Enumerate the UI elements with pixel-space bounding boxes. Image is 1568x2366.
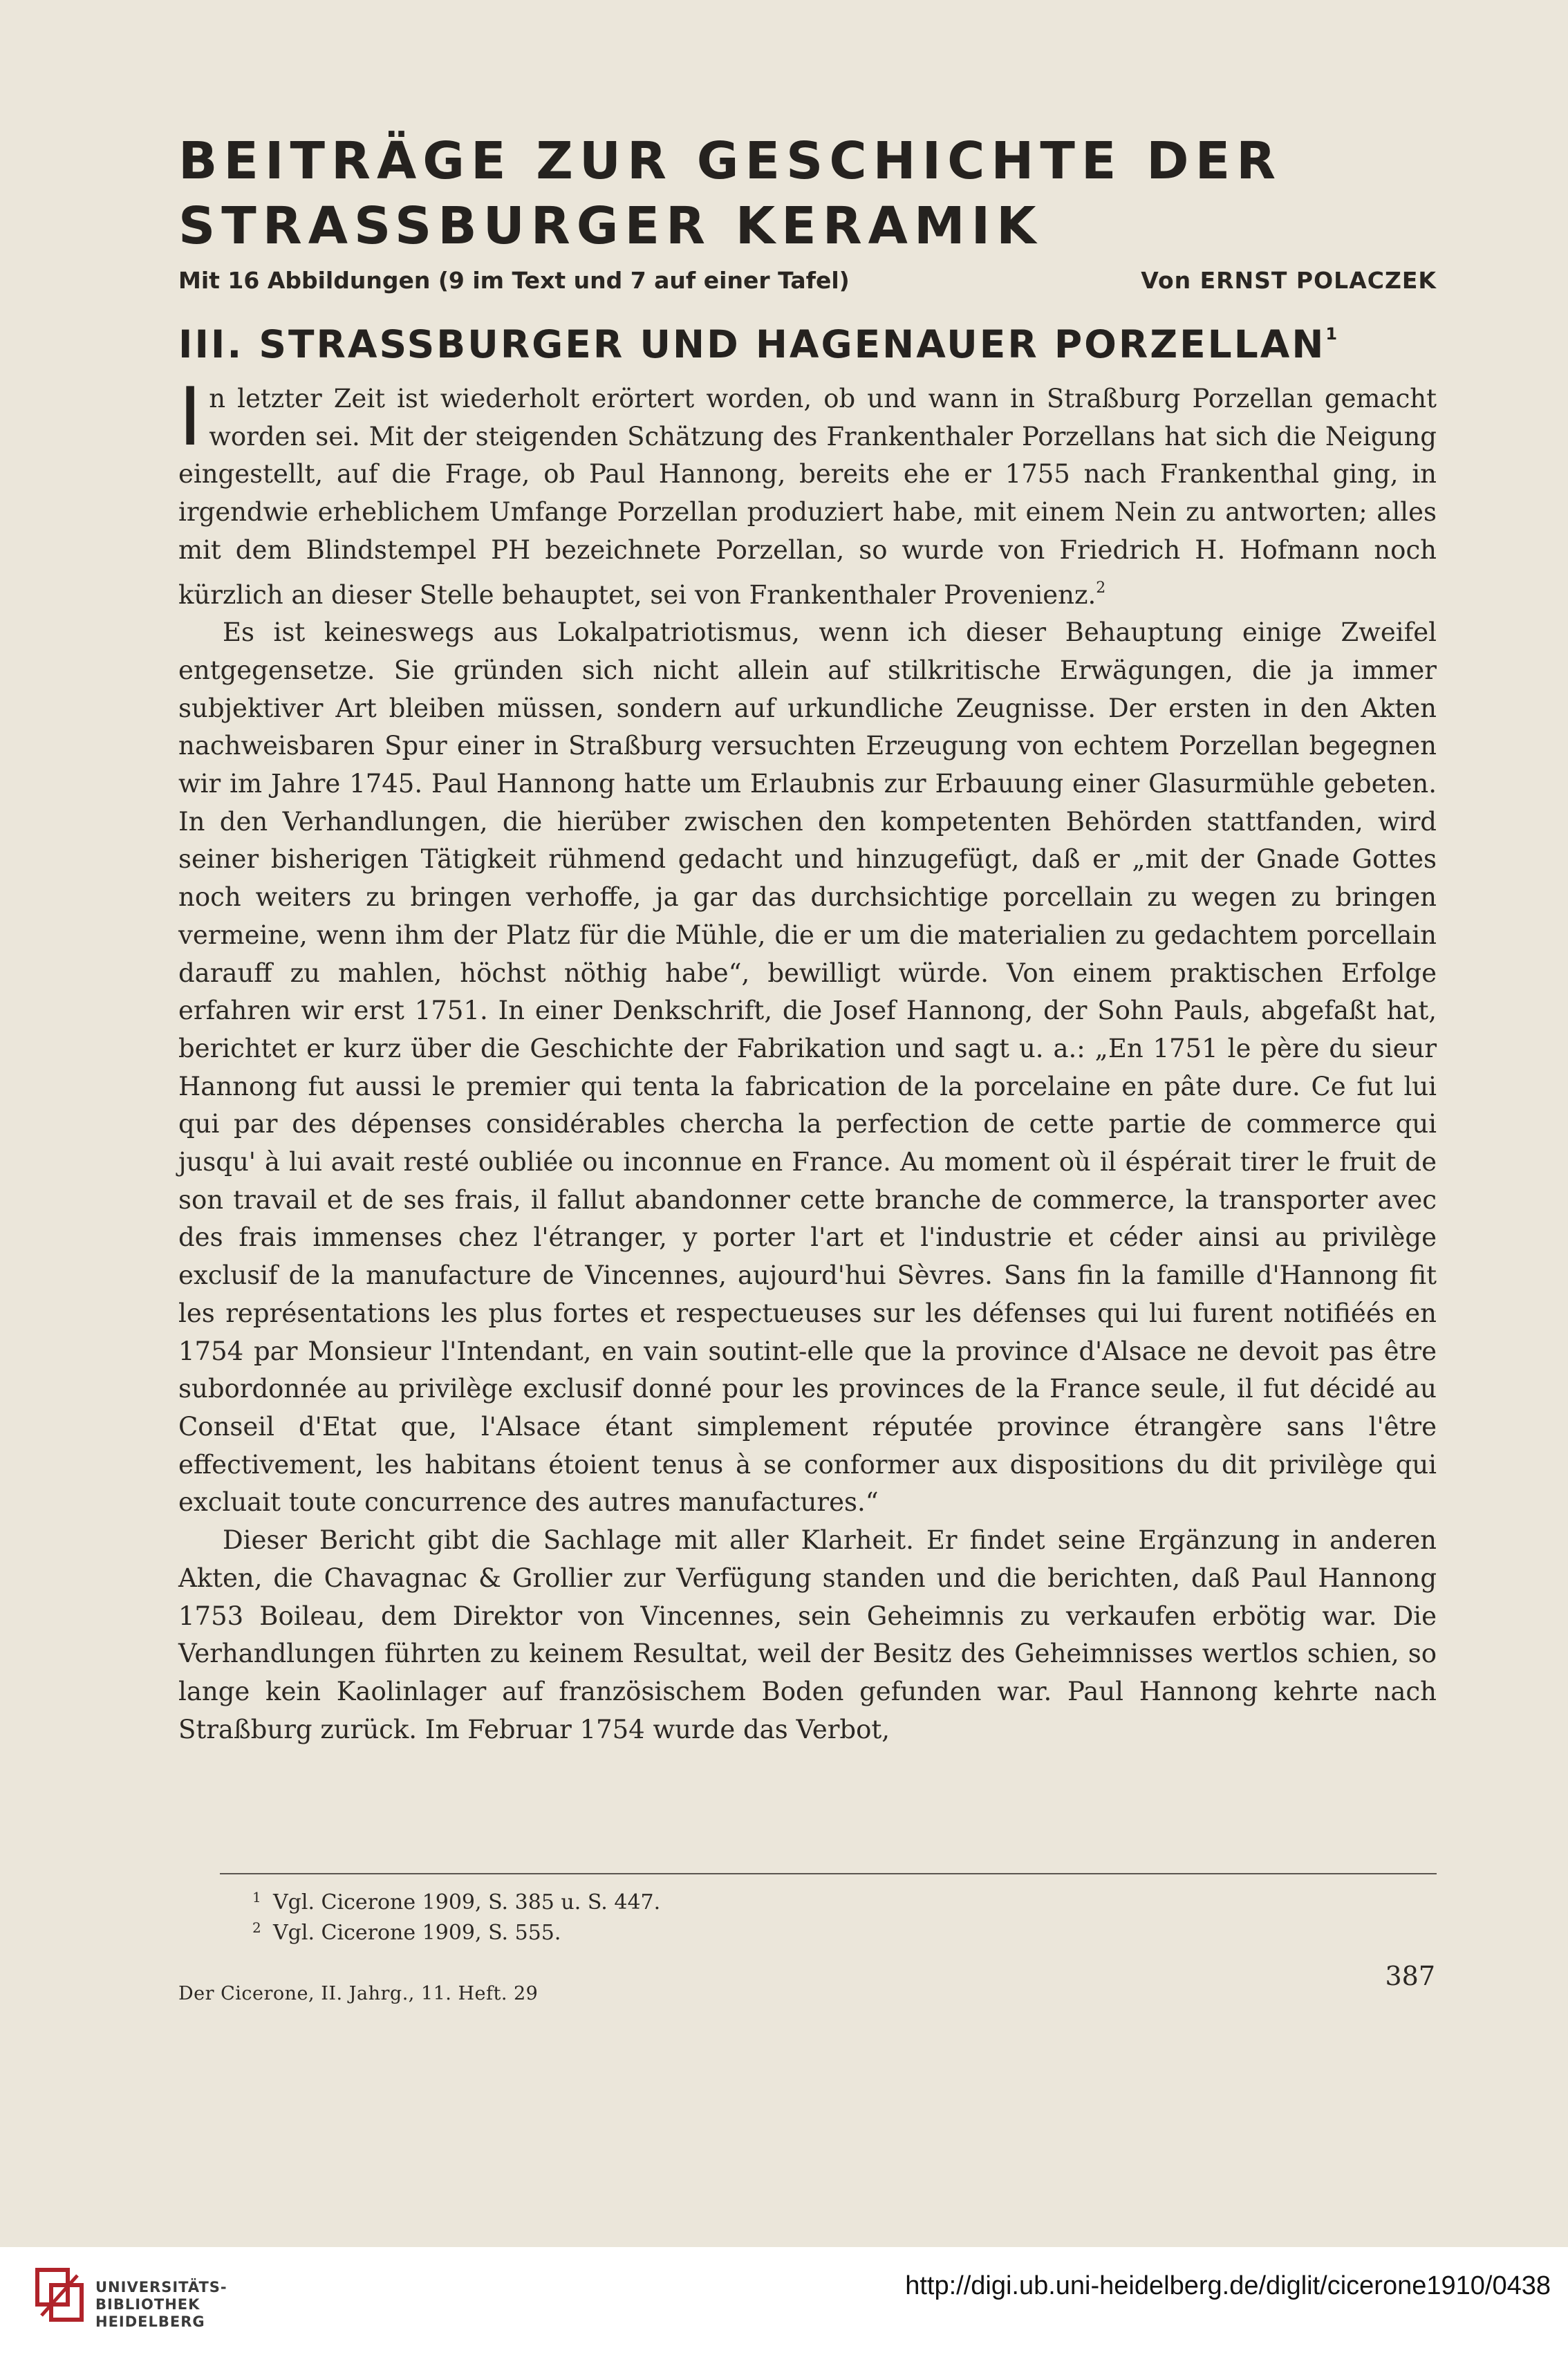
footnote	[252, 1918, 1220, 1948]
title-line-2: STRASSBURGER KERAMIK	[178, 196, 1043, 256]
library-name-line-2: BIBLIOTHEK	[95, 2296, 200, 2313]
paragraph-1	[178, 371, 1437, 614]
article-title	[178, 129, 1437, 259]
subtitle: Mit 16 Abbildungen (9 im Text und 7 auf einer Tafel)	[178, 267, 850, 294]
footnote	[252, 1888, 1220, 1918]
paragraph-3: Dieser Bericht gibt die Sachlage mit aller Klarheit. Er findet seine Ergänzung in anderen Akten, die Chavagnac & Grollier zur Verfügung standen und die berichten, daß Paul Hannong 1753 Boileau, dem Direktor von Vincennes, sein Geheimnis zu verkaufen erbötig war. Die Verhandlungen führten zu keinem Resultat, weil der Besitz des Geheimnisses wertlos schien, so lange kein Kaolinlager auf französischem Boden gefunden war. Paul Hannong kehrte nach Straßburg zurück. Im Februar 1754 wurde das Verbot,	[178, 1525, 1437, 1744]
footnote-number: 1	[252, 1889, 261, 1906]
footnotes	[252, 1888, 1220, 1948]
author: Von ERNST POLACZEK	[1141, 267, 1437, 294]
section-title-text: III. STRASSBURGER UND HAGENAUER PORZELLAN	[178, 322, 1326, 366]
drop-cap: I	[178, 371, 203, 464]
journal-signature: Der Cicerone, II. Jahrg., 11. Heft. 29	[178, 1983, 539, 2004]
paragraph-2: Es ist keineswegs aus Lokalpatriotismus, wenn ich dieser Behauptung einige Zweifel entgegensetze. Sie gründen sich nicht allein auf stilkritische Erwägungen, die ja immer subjektiver Art bleiben müssen, sondern auf urkundliche Zeugnisse. Der ersten in den Akten nachweisbaren Spur einer in Straßburg versuchten Erzeugung von echtem Porzellan begegnen wir im Jahre 1745. Paul Hannong hatte um Erlaubnis zur Erbauung einer Glasurmühle gebeten. In den Verhandlungen, die hierüber zwischen den kompetenten Behörden stattfanden, wird seiner bisherigen Tätigkeit rühmend gedacht und hinzugefügt, daß er „mit der Gnade Gottes noch weiters zu bringen verhoffe, ja gar das durchsichtige porcellain zu wegen zu bringen vermeine, wenn ihm der Platz für die Mühle, die er um die materialien zu gedachtem porcellain darauff zu mahlen, höchst nöthig habe“, bewilligt würde. Von einem praktischen Erfolge erfahren wir erst 1751. In einer Denkschrift, die Josef Hannong, der Sohn Pauls, abgefaßt hat, berichtet er kurz über die Geschichte der Fabrikation und sagt u. a.: „En 1751 le père du sieur Hannong fut aussi le premier qui tenta la fabrication de la porcelaine en pâte dure. Ce fut lui qui par des dépenses considérables chercha la perfection de cette partie de commerce qui jusqu' à lui avait resté oubliée ou inconnue en France. Au moment où il éspérait tirer le fruit de son travail et de ses frais, il fallut abandonner cette branche de commerce, la transporter avec des frais immenses chez l'étranger, y porter l'art et l'industrie et céder ainsi au privilège exclusif de la manufacture de Vincennes, aujourd'hui Sèvres. Sans fin la famille d'Hannong fit les représentations les plus fortes et respectueuses sur les défenses qui lui furent notifiéés en 1754 par Monsieur l'Intendant, en vain soutint-elle que la province d'Alsace ne devoit pas être subordonnée au privilège exclusif donné pour les provinces de la France seule, il fut décidé au Conseil d'Etat que, l'Alsace étant simplement réputée province étrangère sans l'être effectivement, les habitans étoient tenus à se conformer aux dispositions du dit privilège qui excluait toute concurrence des autres manufactures.“	[178, 617, 1437, 1518]
library-name-line-1: UNIVERSITÄTS-	[95, 2279, 227, 2295]
paragraph-1-text: n letzter Zeit ist wiederholt erörtert worden, ob und wann in Straßburg Porzellan gemacht worden sei. Mit der steigenden Schätzung des Frankenthaler Porzellans hat sich die Neigung eingestellt, auf die Frage, ob Paul Hannong, bereits ehe er 1755 nach Frankenthal ging, in irgendwie erheblichem Umfange Porzellan produziert habe, mit einem Nein zu antworten; alles mit dem Blindstempel PH bezeichnete Porzellan, so wurde von Friedrich H. Hofmann noch kürzlich an dieser Stelle behauptet, sei von Frankenthaler Provenienz.	[178, 384, 1437, 610]
footnote-number: 2	[252, 1919, 261, 1936]
footnote-text: Vgl. Cicerone 1909, S. 385 u. S. 447.	[273, 1890, 661, 1915]
footer-bar	[0, 2247, 1568, 2366]
page-number: 387	[1385, 1961, 1435, 1991]
source-url-link[interactable]: http://digi.ub.uni-heidelberg.de/diglit/cicerone1910/0438	[905, 2271, 1551, 2300]
article-body	[178, 371, 1437, 1749]
section-footnote-ref: 1	[1325, 324, 1338, 344]
footnote-divider	[220, 1873, 1437, 1874]
title-line-1: BEITRÄGE ZUR GESCHICHTE DER	[178, 131, 1282, 191]
library-name	[95, 2279, 227, 2331]
library-logo-icon	[35, 2267, 86, 2324]
footnote-text: Vgl. Cicerone 1909, S. 555.	[273, 1921, 561, 1945]
library-name-line-3: HEIDELBERG	[95, 2313, 205, 2330]
byline	[178, 267, 1437, 294]
section-title	[178, 322, 1437, 366]
footnote-ref-2: 2	[1096, 579, 1106, 597]
